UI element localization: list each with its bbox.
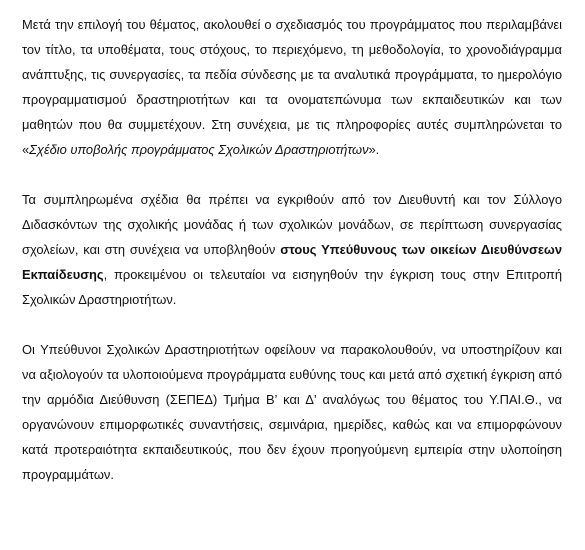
paragraph-1-text: Μετά την επιλογή του θέματος, ακολουθεί ο σχεδιασμός του προγράμματος που περιλαμβάνει τον τίτλο, τα υποθέματα, τους στόχους, το περιεχόμενο, τη μεθοδολογία, το χρονοδιάγραμμα ανάπτυξης, τις συνεργασίες, τα πεδία σύνδεσης με τα αναλυτικά προγράμματα, το ημερολόγιο προγραμματισμού δραστηριοτήτων και τα ονοματεπώνυμα των εκπαιδευτικών και των μαθητών που θα συμμετέχουν. Στη συνέχεια, με τις πληροφορίες αυτές συμπληρώνεται το « [22,17,562,157]
paragraph-1-end: ». [368,142,380,157]
form-title-italic: Σχέδιο υποβολής προγράμματος Σχολικών Δραστηριοτήτων [29,142,369,157]
document-body [22,12,562,487]
paragraph-design-of-program [22,12,562,162]
responsible-directorates-bold: στους Υπεύθυνους των οικείων Διευθύνσεων Εκπαίδευσης [22,242,562,282]
paragraph-supervisors [22,337,562,487]
paragraph-2-text: Τα συμπληρωμένα σχέδια θα πρέπει να εγκριθούν από τον Διευθυντή και τον Σύλλογο Διδασκόντων της σχολικής μονάδας ή των σχολικών μονάδων, σε περίπτωση συνεργασίας σχολείων, και στη συνέχεια να υποβληθούν [22,192,562,257]
paragraph-2-end: , προκειμένου οι τελευταίοι να εισηγηθούν την έγκριση τους στην Επιτροπή Σχολικών Δραστηριοτήτων. [22,267,562,307]
paragraph-approval [22,187,562,312]
paragraph-3-text: Οι Υπεύθυνοι Σχολικών Δραστηριοτήτων οφείλουν να παρακολουθούν, να υποστηρίζουν και να αξιολογούν τα υλοποιούμενα προγράμματα ευθύνης τους και μετά από σχετική έγκριση από την αρμόδια Διεύθυνση (ΣΕΠΕΔ) Τμήμα Β’ και Δ’ αναλόγως του θέματος του Υ.ΠΑΙ.Θ., να οργανώνουν επιμορφωτικές συναντήσεις, σεμινάρια, ημερίδες, καθώς και να επιμορφώνουν κατά προτεραιότητα εκπαιδευτικούς, που δεν έχουν προηγούμενη εμπειρία στην υλοποίηση προγραμμάτων. [22,342,562,482]
